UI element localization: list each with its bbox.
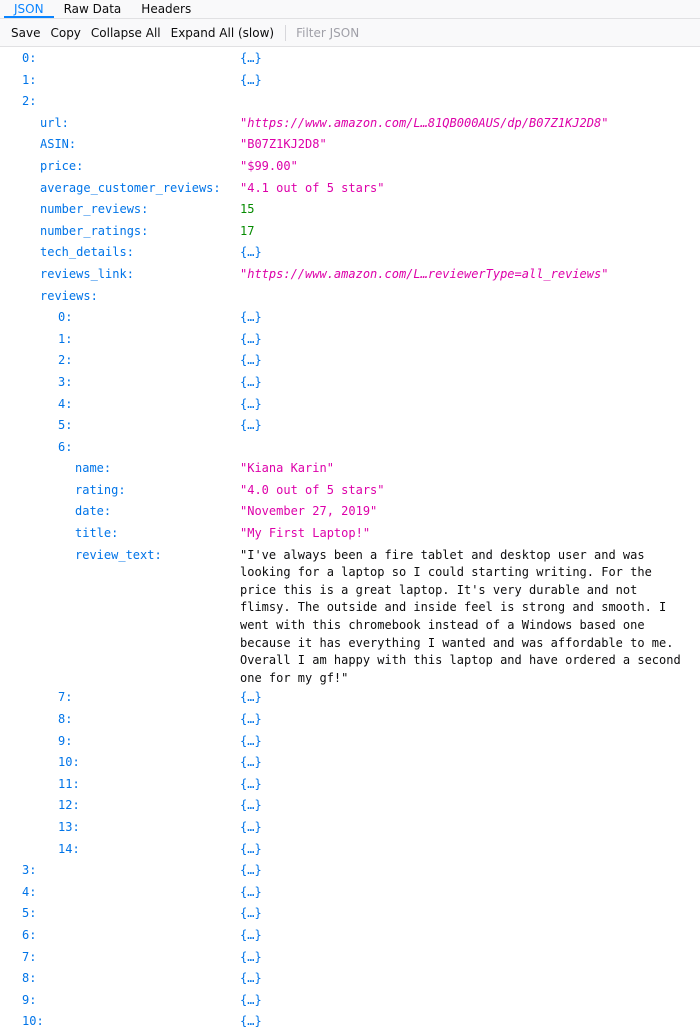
- tree-row[interactable]: [0, 350, 700, 372]
- tree-key: 1:: [22, 72, 37, 87]
- tree-value: 17: [240, 223, 255, 238]
- tree-value: "My First Laptop!": [240, 526, 371, 541]
- collapsed-object-toggle[interactable]: {…}: [240, 1014, 262, 1029]
- tree-key: 9:: [58, 733, 73, 748]
- collapsed-object-toggle[interactable]: {…}: [240, 51, 262, 65]
- tree-row[interactable]: [0, 687, 700, 709]
- tree-row[interactable]: [0, 415, 700, 437]
- save-button[interactable]: Save: [6, 22, 45, 44]
- tree-key: 6:: [58, 439, 73, 454]
- toolbar-divider: [285, 25, 286, 41]
- json-toolbar: [0, 19, 700, 47]
- filter-box: [294, 25, 498, 41]
- collapsed-object-toggle[interactable]: {…}: [240, 949, 262, 964]
- tree-key: date:: [75, 504, 112, 519]
- tree-row[interactable]: [0, 839, 700, 861]
- tree-key: 4:: [22, 884, 37, 899]
- tree-key: number_reviews:: [40, 202, 149, 217]
- collapsed-object-toggle[interactable]: {…}: [240, 374, 262, 389]
- tree-key: reviews_link:: [40, 266, 134, 281]
- tree-key: 5:: [22, 906, 37, 921]
- collapsed-object-toggle[interactable]: {…}: [240, 418, 262, 433]
- tree-value: "4.1 out of 5 stars": [240, 180, 385, 195]
- review-text-value: "I've always been a fire tablet and desktop user and was looking for a laptop so I could starting writing. For the price this is a great laptop. It's very durable and not flimsy. The outside and inside feel is strong and smooth. I went with this chromebook instead of a Windows based one because it has everything I wanted and was affordable to me. Overall I am happy with this laptop and have ordered a second one for my gf!": [240, 547, 681, 685]
- collapsed-object-toggle[interactable]: {…}: [240, 733, 262, 748]
- tree-key: 3:: [58, 374, 73, 389]
- tree-key: name:: [75, 461, 112, 476]
- collapsed-object-toggle[interactable]: {…}: [240, 310, 262, 325]
- tree-key: reviews:: [40, 288, 98, 303]
- collapsed-object-toggle[interactable]: {…}: [240, 971, 262, 986]
- tree-value: "B07Z1KJ2D8": [240, 137, 327, 152]
- collapsed-object-toggle[interactable]: {…}: [240, 863, 262, 878]
- tree-key: tech_details:: [40, 245, 134, 260]
- collapsed-object-toggle[interactable]: {…}: [240, 396, 262, 411]
- collapsed-object-toggle[interactable]: {…}: [240, 798, 262, 813]
- tab-json[interactable]: JSON: [4, 2, 54, 18]
- tree-row[interactable]: [0, 860, 700, 882]
- viewer-tabs: [0, 0, 700, 19]
- tree-row[interactable]: [0, 70, 700, 92]
- tree-key: 7:: [22, 949, 37, 964]
- copy-button[interactable]: Copy: [45, 22, 85, 44]
- tree-row[interactable]: [0, 91, 700, 113]
- collapsed-object-toggle[interactable]: {…}: [240, 755, 262, 770]
- collapsed-object-toggle[interactable]: {…}: [240, 353, 262, 368]
- tab-raw-data[interactable]: Raw Data: [63, 2, 122, 16]
- tree-key: 2:: [22, 94, 37, 109]
- tree-key: 0:: [22, 51, 37, 65]
- tree-row[interactable]: [0, 925, 700, 947]
- tree-key: 13:: [58, 819, 80, 834]
- tree-row[interactable]: [0, 286, 700, 308]
- tree-value: 15: [240, 202, 255, 217]
- tree-key: 6:: [22, 927, 37, 942]
- tree-row[interactable]: [0, 795, 700, 817]
- tree-key: 4:: [58, 396, 73, 411]
- tree-key: 12:: [58, 798, 80, 813]
- tree-row[interactable]: [0, 199, 700, 221]
- tree-row[interactable]: [0, 437, 700, 459]
- tree-row[interactable]: [0, 156, 700, 178]
- tree-row[interactable]: [0, 882, 700, 904]
- collapsed-object-toggle[interactable]: {…}: [240, 331, 262, 346]
- tree-row[interactable]: [0, 752, 700, 774]
- tree-key: 7:: [58, 690, 73, 705]
- collapsed-object-toggle[interactable]: {…}: [240, 690, 262, 705]
- tree-key: 0:: [58, 310, 73, 325]
- collapsed-object-toggle[interactable]: {…}: [240, 992, 262, 1007]
- tree-key: rating:: [75, 482, 126, 497]
- tree-value: "https://www.amazon.com/L…81QB000AUS/dp/B07Z1KJ2D8": [240, 115, 609, 130]
- tree-value: "$99.00": [240, 158, 298, 173]
- tree-row[interactable]: [0, 731, 700, 753]
- tree-row[interactable]: [0, 134, 700, 156]
- tree-key: 8:: [22, 971, 37, 986]
- tree-value: "November 27, 2019": [240, 504, 378, 519]
- tree-key: 5:: [58, 418, 73, 433]
- tree-row[interactable]: [0, 817, 700, 839]
- tree-key: 10:: [22, 1014, 44, 1029]
- json-tree: [0, 47, 700, 1033]
- tree-row[interactable]: [0, 221, 700, 243]
- filter-json-input[interactable]: [294, 25, 498, 41]
- collapsed-object-toggle[interactable]: {…}: [240, 906, 262, 921]
- tree-row[interactable]: [0, 1011, 700, 1033]
- tree-value: "Kiana Karin": [240, 461, 334, 476]
- tree-row[interactable]: [0, 501, 700, 523]
- collapsed-object-toggle[interactable]: {…}: [240, 72, 262, 87]
- tree-key: price:: [40, 158, 84, 173]
- tree-key: 2:: [58, 353, 73, 368]
- tree-row[interactable]: [0, 307, 700, 329]
- tree-key: title:: [75, 526, 119, 541]
- tree-key: ASIN:: [40, 137, 77, 152]
- tree-row[interactable]: [0, 990, 700, 1012]
- collapsed-object-toggle[interactable]: {…}: [240, 245, 262, 260]
- tree-row[interactable]: [0, 774, 700, 796]
- tree-key: review_text:: [75, 547, 162, 562]
- tree-key: 3:: [22, 863, 37, 878]
- tree-row[interactable]: [0, 458, 700, 480]
- collapse-all-button[interactable]: Collapse All: [86, 22, 166, 44]
- tree-row[interactable]: [0, 329, 700, 351]
- tree-key: 10:: [58, 755, 80, 770]
- tree-row[interactable]: [0, 523, 700, 545]
- expand-all-button[interactable]: Expand All (slow): [166, 22, 280, 44]
- tree-key: 8:: [58, 712, 73, 726]
- tree-value: "https://www.amazon.com/L…reviewerType=all_reviews": [240, 266, 609, 281]
- tree-row[interactable]: [0, 113, 700, 135]
- collapsed-object-toggle[interactable]: {…}: [240, 776, 262, 791]
- tree-key: number_ratings:: [40, 223, 149, 238]
- collapsed-object-toggle[interactable]: {…}: [240, 841, 262, 856]
- tree-row[interactable]: [0, 178, 700, 200]
- tree-row[interactable]: [0, 264, 700, 286]
- tree-row[interactable]: [0, 947, 700, 969]
- tree-row[interactable]: [0, 903, 700, 925]
- tree-row[interactable]: [0, 480, 700, 502]
- tree-value: "4.0 out of 5 stars": [240, 482, 385, 497]
- tree-row[interactable]: [0, 394, 700, 416]
- tree-key: 9:: [22, 992, 37, 1007]
- tree-key: url:: [40, 115, 69, 130]
- tree-key: 14:: [58, 841, 80, 856]
- tree-row[interactable]: [0, 545, 700, 688]
- tree-row[interactable]: [0, 48, 700, 70]
- tree-row[interactable]: [0, 968, 700, 990]
- tree-row[interactable]: [0, 242, 700, 264]
- tree-key: 11:: [58, 776, 80, 791]
- tree-key: 1:: [58, 331, 73, 346]
- tree-key: average_customer_reviews:: [40, 180, 221, 195]
- tab-headers[interactable]: Headers: [141, 2, 192, 16]
- collapsed-object-toggle[interactable]: {…}: [240, 712, 262, 726]
- tree-row[interactable]: [0, 372, 700, 394]
- tree-row[interactable]: [0, 709, 700, 731]
- collapsed-object-toggle[interactable]: {…}: [240, 927, 262, 942]
- collapsed-object-toggle[interactable]: {…}: [240, 819, 262, 834]
- collapsed-object-toggle[interactable]: {…}: [240, 884, 262, 899]
